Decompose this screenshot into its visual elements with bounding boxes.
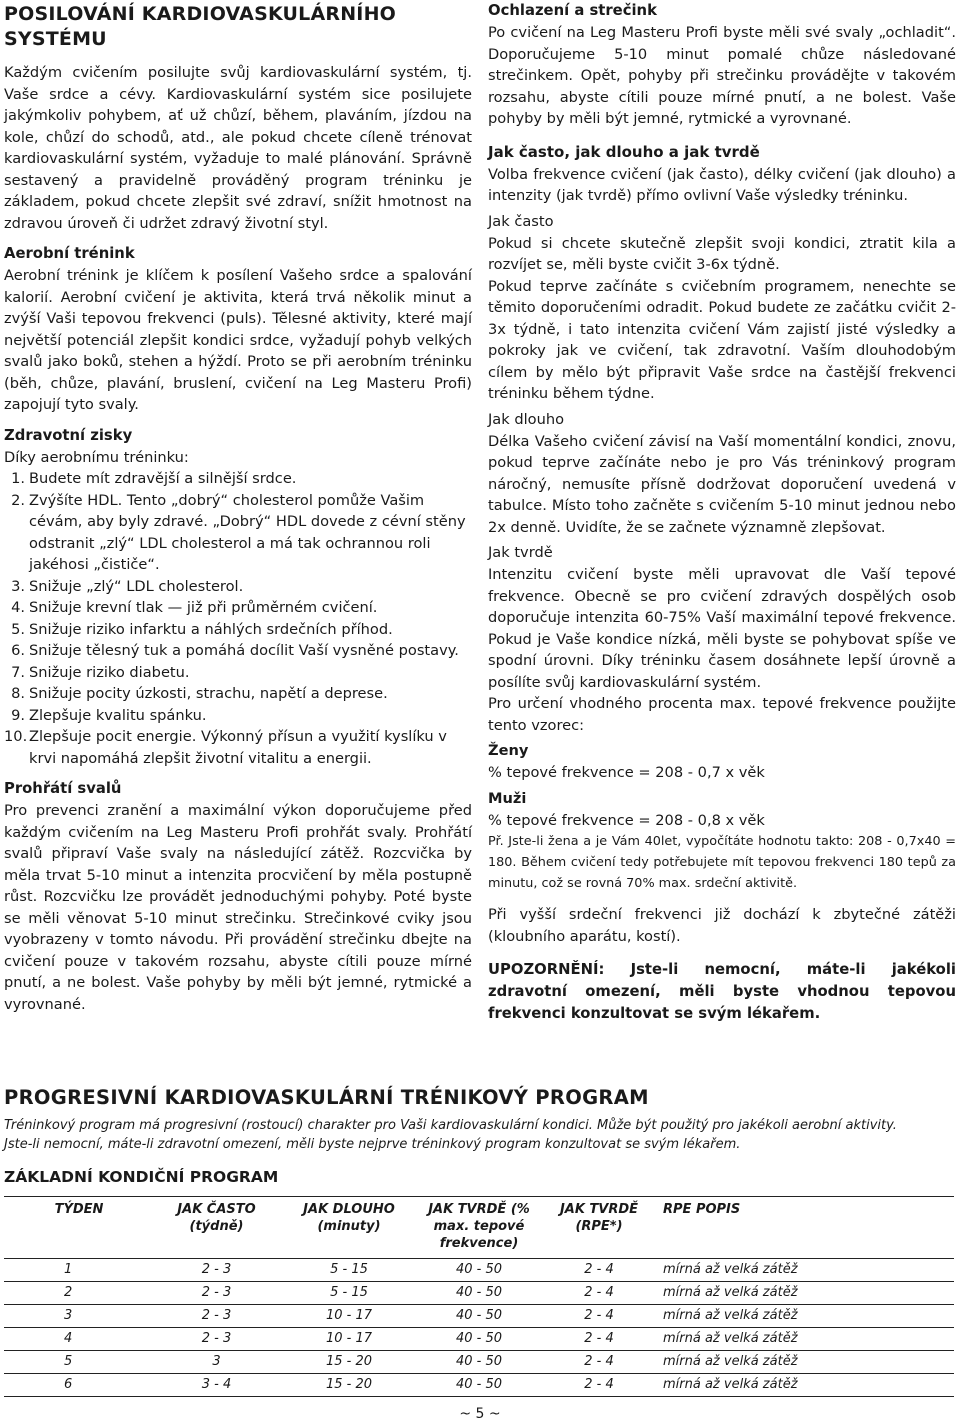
list-item: 9. Zlepšuje kvalitu spánku.: [11, 706, 207, 724]
how-often-paragraph-2: Pokud teprve začínáte s cvičebním programem, nenechte se těmito doporučeními odradit. Pokud budete ze začátku cvičit 2-3x týdně, i tato intenzita cvičení Vám zajistí jisté výsledky a pokroky jak ve cvičení, tak zdravotní. Vaším dlouhodobým cílem by mělo být připravit Vaše srdce na častější frekvenci tréninku během týdne.: [488, 277, 956, 402]
table-cell: mírná až velká zátěž: [659, 1259, 954, 1282]
list-item: 10. Zlepšuje pocit energie. Výkonný přísun a využití kyslíku v krvi napomáhá zlepšit životní vitalitu a energii.: [4, 728, 447, 767]
program-intro-1: Tréninkový program má progresivní (rostoucí) charakter pro Vaši kardiovaskulární kondici. Může být použitý pro jakékoli aerobní aktivity.: [4, 1118, 897, 1133]
list-item: 3. Snižuje „zlý“ LDL cholesterol.: [11, 577, 244, 595]
table-cell: 40 - 50: [419, 1305, 539, 1328]
table-cell: 2 - 4: [539, 1282, 659, 1305]
table-cell: 2 - 3: [154, 1282, 279, 1305]
left-column: [4, 0, 472, 1015]
right-column: [488, 0, 956, 1025]
column-header: RPE POPIS: [659, 1197, 954, 1259]
program-table: [4, 1196, 954, 1397]
benefits-heading: Zdravotní zisky: [4, 426, 133, 444]
table-cell: 40 - 50: [419, 1328, 539, 1351]
table-cell: 2 - 3: [154, 1328, 279, 1351]
high-rate-paragraph: Při vyšší srdeční frekvenci již dochází k zbytečné zátěži (kloubního aparátu, kostí).: [488, 906, 956, 945]
women-heading: Ženy: [488, 742, 529, 759]
how-often-heading: Jak často: [488, 212, 554, 230]
program-section: [4, 1085, 956, 1397]
example-paragraph: Př. Jste-li žena a je Vám 40let, vypočítáte hodnotu takto: 208 - 0,7x40 = 180. Během cvičení tedy potřebujete mít tepovou frekvenci 180 tepů za minutu, což se rovná 70% max. srdeční aktivitě.: [488, 834, 956, 891]
table-cell: 3 - 4: [154, 1374, 279, 1397]
table-cell: 3: [154, 1351, 279, 1374]
list-item: 8. Snižuje pocity úzkosti, strachu, napětí a deprese.: [11, 685, 388, 702]
men-heading: Muži: [488, 789, 527, 807]
table-row: [4, 1282, 954, 1305]
list-item: 4. Snižuje krevní tlak — již při průměrném cvičení.: [11, 599, 378, 616]
table-cell: 2 - 4: [539, 1374, 659, 1397]
table-cell: mírná až velká zátěž: [659, 1374, 954, 1397]
column-header: JAK TVRDĚ (RPE*): [539, 1197, 659, 1259]
table-row: [4, 1374, 954, 1397]
cooldown-heading: Ochlazení a strečink: [488, 2, 657, 19]
column-header: JAK TVRDĚ (% max. tepové frekvence): [419, 1197, 539, 1259]
table-cell: 2 - 4: [539, 1328, 659, 1351]
table-cell: 6: [4, 1374, 154, 1397]
table-cell: 2 - 4: [539, 1351, 659, 1374]
intro-paragraph: Každým cvičením posilujte svůj kardiovaskulární systém, tj. Vaše srdce a cévy. Kardiovaskulární systém sice posilujete jakýmkoliv pohybem, ať už chůzí, během, plaváním, jízdou na kole, chůzí do schodů, atd., ale pokud chcete cíleně trénovat kardiovaskulární systém, vyžaduje to malé plánování. Správně sestavený a pravidelně prováděný program tréninku je základem, pokud chcete zlepšit své zdraví, snížit hmotnost na zdravou úroveň či udržet zdravý životní styl.: [4, 64, 472, 232]
column-header: JAK DLOUHO (minuty): [279, 1197, 419, 1259]
table-cell: 2: [4, 1282, 154, 1305]
how-hard-heading: Jak tvrdě: [488, 544, 553, 561]
aerobic-paragraph: Aerobní trénink je klíčem k posílení Vašeho srdce a spalování kalorií. Aerobní cvičení je aktivita, která trvá několik minut a zvýší Vaši tepovou frekvenci (puls). Tělesné aktivity, které mají největší potenciál zlepšit kondici srdce, vyžadují pohyb velkých svalů jako boků, stehen a hýždí. Proto se při aerobním tréninku (běh, chůze, plavání, bruslení, cvičení na Leg Masteru Profi) zapojují tyto svaly.: [4, 267, 472, 413]
page-number: ~ 5 ~: [459, 1406, 501, 1422]
column-header: JAK ČASTO (týdně): [154, 1197, 279, 1259]
table-cell: 5: [4, 1351, 154, 1374]
program-title: PROGRESIVNÍ KARDIOVASKULÁRNÍ TRÉNIKOVÝ PROGRAM: [4, 1086, 649, 1109]
table-cell: 15 - 20: [279, 1374, 419, 1397]
table-cell: 2 - 3: [154, 1259, 279, 1282]
table-title: ZÁKLADNÍ KONDIČNÍ PROGRAM: [4, 1168, 279, 1186]
warmup-paragraph: Pro prevenci zranění a maximální výkon doporučujeme před každým cvičením na Leg Masteru Profi prohřát svaly. Prohřátí svalů připraví Vaše svaly na následující zátěž. Rozcvička by měla trvat 5-10 minut a intenzita procvičení by měla postupně růst. Rozcvičku lze provádět jednoduchými pohyby. Poté byste se měli věnovat 5-10 minut strečinku. Strečinkové cviky jsou vyobrazeny v tomto návodu. Při provádění strečinku dbejte na cvičení pouze v takovém rozsahu, abyste cítili pouze mírné pnutí, a ne bolest. Vaše pohyby by měli být jemné, rytmické a vyrovnané.: [4, 802, 472, 1013]
table-cell: mírná až velká zátěž: [659, 1305, 954, 1328]
women-formula: % tepové frekvence = 208 - 0,7 x věk: [488, 764, 765, 781]
table-header-row: [4, 1197, 954, 1259]
table-cell: 2 - 4: [539, 1259, 659, 1282]
list-item: 7. Snižuje riziko diabetu.: [11, 663, 190, 681]
how-long-heading: Jak dlouho: [488, 410, 565, 428]
table-cell: mírná až velká zátěž: [659, 1351, 954, 1374]
table-cell: mírná až velká zátěž: [659, 1282, 954, 1305]
table-cell: 40 - 50: [419, 1282, 539, 1305]
warmup-heading: Prohřátí svalů: [4, 780, 122, 797]
table-row: [4, 1328, 954, 1351]
how-hard-paragraph-1: Intenzitu cvičení byste měli upravovat dle Vaší tepové frekvence. Obecně se pro cvičení zdravých dospělých osob doporučuje intenzita 60-75% Vaší maximální tepové frekvence. Pokud je Vaše kondice nízká, měli byste se pohybovat spíše ve spodní úrovni. Díky tréninku časem dosáhnete lepší úrovně a posílíte svůj kardiovaskulární systém.: [488, 566, 956, 691]
aerobic-heading: Aerobní trénink: [4, 245, 135, 262]
table-cell: 2 - 4: [539, 1305, 659, 1328]
table-cell: mírná až velká zátěž: [659, 1328, 954, 1351]
section-title: POSILOVÁNÍ KARDIOVASKULÁRNÍHO SYSTÉMU: [4, 3, 397, 50]
table-row: [4, 1351, 954, 1374]
list-item: 2. Zvýšíte HDL. Tento „dobrý“ cholesterol pomůže Vašim cévám, aby byly zdravé. „Dobrý“ HDL dovede z cévní stěny odstranit „zlý“ LDL cholesterol a má tak ochrannou roli jakéhosi „čističe“.: [11, 491, 466, 573]
frequency-heading: Jak často, jak dlouho a jak tvrdě: [488, 142, 760, 161]
benefits-intro: Díky aerobnímu tréninku:: [4, 448, 189, 466]
table-cell: 40 - 50: [419, 1351, 539, 1374]
table-row: [4, 1305, 954, 1328]
table-cell: 1: [4, 1259, 154, 1282]
table-cell: 10 - 17: [279, 1305, 419, 1328]
how-hard-paragraph-2: Pro určení vhodného procenta max. tepové frekvence použijte tento vzorec:: [488, 695, 956, 734]
table-cell: 40 - 50: [419, 1374, 539, 1397]
table-cell: 2 - 3: [154, 1305, 279, 1328]
table-cell: 3: [4, 1305, 154, 1328]
program-intro-2: Jste-li nemocní, máte-li zdravotní omezení, měli byste nejprve tréninkový program konzultovat se svým lékařem.: [4, 1136, 741, 1152]
table-row: [4, 1259, 954, 1282]
cooldown-paragraph: Po cvičení na Leg Masteru Profi byste měli své svaly „ochladit“. Doporučujeme 5-10 minut pomalé chůze následované strečinkem. Opět, pohyby při strečinku provádějte v takovém rozsahu, abyste cítili pouze mírné pnutí, a ne bolest. Vaše pohyby by měli být jemné, rytmické a vyrovnané.: [488, 24, 956, 127]
list-item: 5. Snižuje riziko infarktu a náhlých srdečních příhod.: [11, 620, 393, 638]
frequency-paragraph: Volba frekvence cvičení (jak často), délky cvičení (jak dlouho) a intenzity (jak tvrdě) přímo ovlivní Vaše výsledky tréninku.: [488, 165, 956, 204]
table-cell: 5 - 15: [279, 1282, 419, 1305]
table-cell: 10 - 17: [279, 1328, 419, 1351]
column-header: TÝDEN: [4, 1197, 154, 1259]
table-cell: 15 - 20: [279, 1351, 419, 1374]
warning-paragraph: UPOZORNĚNÍ: Jste-li nemocní, máte-li jakékoli zdravotní omezení, měli byste vhodnou tepovou frekvenci konzultovat se svým lékařem.: [488, 961, 956, 1022]
how-long-paragraph: Délka Vašeho cvičení závisí na Vaší momentální kondici, znovu, pokud teprve začínáte nebo je pro Vás tréninkový program náročný, nemusíte přísně dodržovat doporučení uvedená v tabulce. Místo toho začněte s cvičením 5-10 minut jednou nebo 2x denně. Uvidíte, že se začnete významně zlepšovat.: [488, 432, 956, 536]
benefits-list: [4, 468, 472, 769]
table-cell: 5 - 15: [279, 1259, 419, 1282]
men-formula: % tepové frekvence = 208 - 0,8 x věk: [488, 811, 765, 829]
list-item: 6. Snižuje tělesný tuk a pomáhá docílit Vaší vysněné postavy.: [11, 642, 459, 659]
table-cell: 4: [4, 1328, 154, 1351]
list-item: 1. Budete mít zdravější a silnější srdce.: [11, 470, 297, 487]
table-cell: 40 - 50: [419, 1259, 539, 1282]
how-often-paragraph-1: Pokud si chcete skutečně zlepšit svoji kondici, ztratit kila a rozvíjet se, měli byste cvičit 3-6x týdně.: [488, 234, 956, 273]
